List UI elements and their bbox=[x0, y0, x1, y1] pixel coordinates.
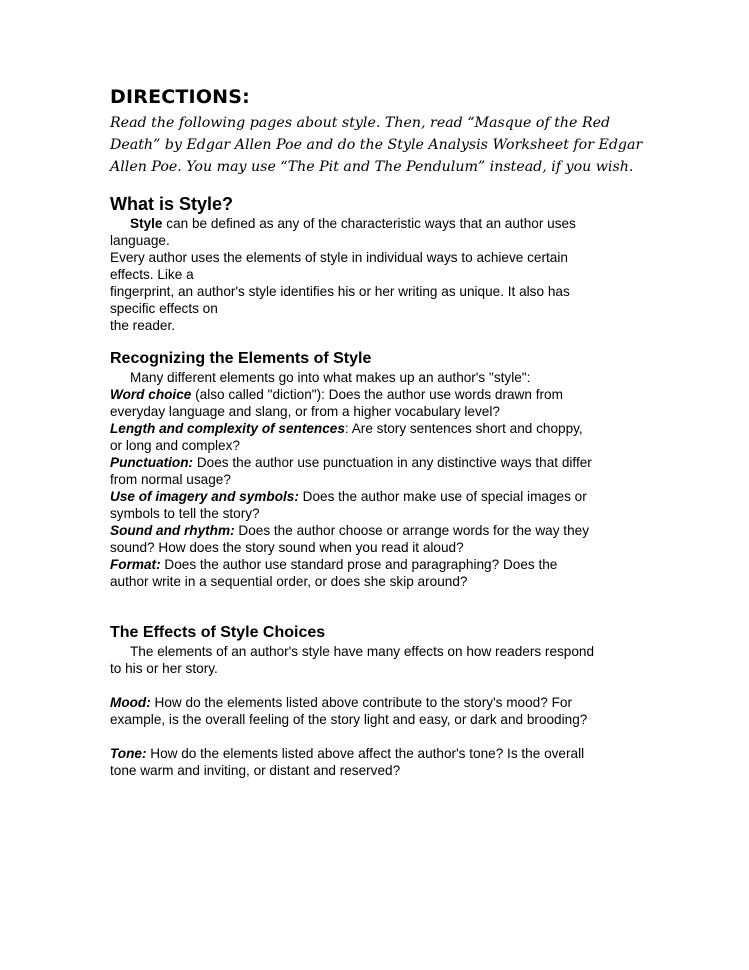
style-definition bbox=[110, 215, 640, 334]
element-item-line: from normal usage? bbox=[110, 472, 231, 487]
style-definition-line: language. bbox=[110, 233, 170, 248]
effects-intro-line: to his or her story. bbox=[110, 661, 218, 676]
directions-line: Death” by Edgar Allen Poe and do the Style Analysis Worksheet for Edgar bbox=[110, 137, 643, 153]
element-item-imagery: Use of imagery and symbols: Does the author make use of special images or bbox=[110, 489, 587, 504]
directions-heading: DIRECTIONS: bbox=[110, 86, 250, 108]
mood-line: example, is the overall feeling of the story light and easy, or dark and brooding? bbox=[110, 712, 588, 727]
element-item-line: or long and complex? bbox=[110, 438, 240, 453]
element-item-punctuation: Punctuation: Does the author use punctuation in any distinctive ways that differ bbox=[110, 455, 592, 470]
recognizing-heading: Recognizing the Elements of Style bbox=[110, 350, 372, 367]
recognizing-list bbox=[110, 369, 640, 590]
style-definition-line: effects. Like a bbox=[110, 267, 194, 282]
style-definition-line: Every author uses the elements of style in individual ways to achieve certain bbox=[110, 250, 568, 265]
tone-label: Tone: bbox=[110, 746, 147, 761]
mood-label: Mood: bbox=[110, 695, 151, 710]
effects-intro bbox=[110, 643, 640, 677]
tone-line: tone warm and inviting, or distant and reserved? bbox=[110, 763, 401, 778]
element-item-line: sound? How does the story sound when you read it aloud? bbox=[110, 540, 464, 555]
style-definition-line: specific effects on bbox=[110, 301, 218, 316]
element-item-sentences: Length and complexity of sentences: Are story sentences short and choppy, bbox=[110, 421, 583, 436]
effects-intro-line: The elements of an author's style have many effects on how readers respond bbox=[130, 644, 595, 659]
what-is-style-heading: What is Style? bbox=[110, 194, 234, 214]
mood-line: Mood: How do the elements listed above contribute to the story's mood? For bbox=[110, 695, 572, 710]
element-item-sound: Sound and rhythm: Does the author choose or arrange words for the way they bbox=[110, 523, 589, 538]
tone-paragraph bbox=[110, 745, 640, 779]
directions-line: Allen Poe. You may use “The Pit and The Pendulum” instead, if you wish. bbox=[110, 159, 634, 175]
element-item-line: symbols to tell the story? bbox=[110, 506, 260, 521]
tone-line: Tone: How do the elements listed above affect the author's tone? Is the overall bbox=[110, 746, 585, 761]
style-definition-line: the reader. bbox=[110, 318, 175, 333]
directions-text bbox=[110, 112, 643, 178]
element-item-line: author write in a sequential order, or does she skip around? bbox=[110, 574, 468, 589]
directions-line: Read the following pages about style. Then, read “Masque of the Red bbox=[110, 115, 611, 131]
element-item-format: Format: Does the author use standard prose and paragraphing? Does the bbox=[110, 557, 558, 572]
recognizing-intro: Many different elements go into what makes up an author's "style": bbox=[130, 370, 531, 385]
style-term: Style bbox=[130, 216, 163, 231]
style-definition-first-line: Style can be defined as any of the characteristic ways that an author uses bbox=[130, 216, 576, 231]
element-item-line: everyday language and slang, or from a higher vocabulary level? bbox=[110, 404, 500, 419]
style-definition-line: fingerprint, an author's style identifies his or her writing as unique. It also has bbox=[110, 284, 570, 299]
element-item-word-choice: Word choice (also called "diction"): Does the author use words drawn from bbox=[110, 387, 563, 402]
effects-heading: The Effects of Style Choices bbox=[110, 624, 326, 641]
mood-paragraph bbox=[110, 694, 640, 728]
